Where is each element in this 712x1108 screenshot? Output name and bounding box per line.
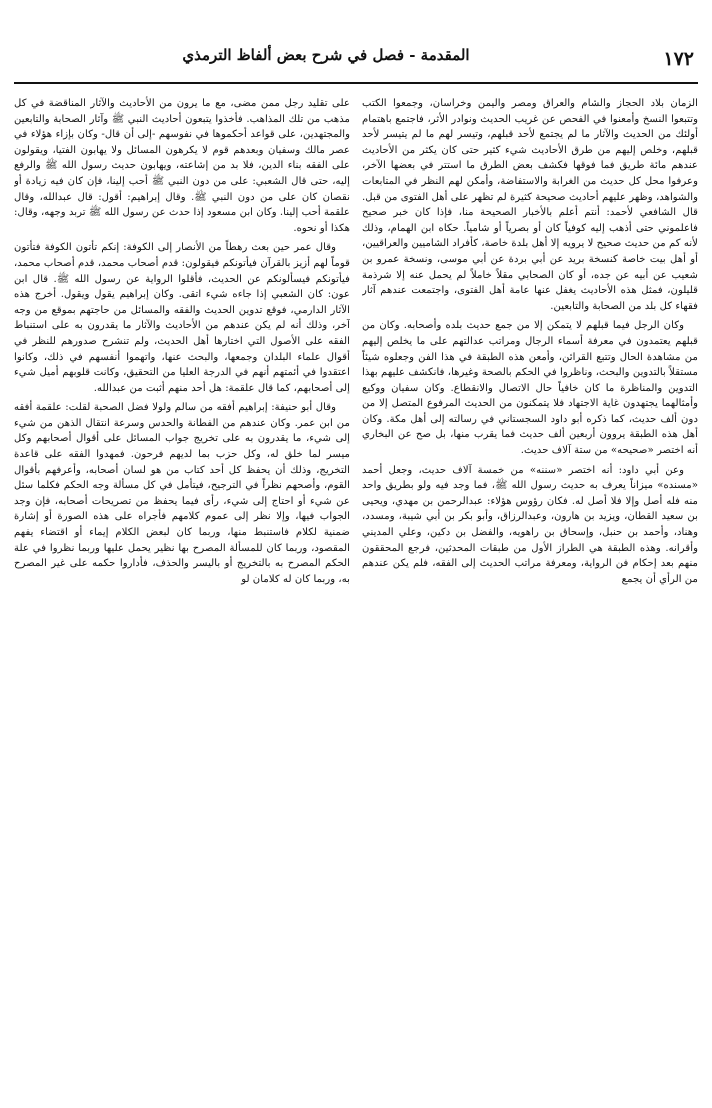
- paragraph: على تقليد رجل ممن مضى، مع ما يرون من الأحاديث والآثار المناقضة في كل مذهب من تلك المذاهب. فأخذوا يتبعون أحاديث النبي ﷺ وآثار الصحابة والتابعين والمجتهدين، على قواعد أحكموها في نفوسهم -إلى أن قال- وكان بإزاء هؤلاء في عصر مالك وسفيان وبعدهم قوم لا يكرهون المسائل ولا يهابون الفتيا، ويقولون على الفقه بناء الدين، فلا بد من إشاعته، ويهابون حديث رسول الله ﷺ والرفع إليه، حتى قال الشعبي: على من دون النبي ﷺ أحب إلينا، فإن كان فيه زيادة أو نقصان كان على من دون النبي ﷺ. وقال إبراهيم: أقول: قال عبدالله، وقال علقمة أحب إلينا. وكان ابن مسعود إذا حدث عن رسول الله ﷺ تربد وجهه، وقال: هكذا أو نحوه.: [14, 98, 350, 234]
- page-number: ١٧٢: [663, 48, 694, 70]
- paragraph: الزمان بلاد الحجاز والشام والعراق ومصر واليمن وخراسان، وجمعوا الكتب وتتبعوا النسخ وأمعنوا في الفحص عن غريب الحديث ونوادر الأثر، فاجتمع باهتمام أولئك من الحديث والآثار ما لم يجتمع لأحد قبلهم، وتيسر لهم ما لم يتيسر لأحد قبلهم، وخلص إليهم من طرق الأحاديث شيء كثير حتى كان يكثر من الأحاديث عندهم مائة طريق فما فوقها فكشف بعض الطرق ما استتر في بعضها الآخر، وعرفوا محل كل حديث من الغرابة والاستفاضة، وأمكن لهم النظر في المتابعات والشواهد، وظهر عليهم أحاديث صحيحة كثيرة لم تظهر على أهل الفتوى من قبل. قال الشافعي لأحمد: أنتم أعلم بالأخبار الصحيحة منا، فإذا كان خبر صحيح فاعلموني حتى أذهب إليه كوفياً كان أو بصرياً أو شامياً. حكاه ابن الهمام، وذلك لأنه كم من حديث صحيح لا يرويه إلا أهل بلدة خاصة، كأفراد الشاميين والعراقيين، أو أهل بيت خاصة كنسخة بريد عن أبي بردة عن أبي موسى، ونسخة عمرو بن شعيب عن أبيه عن جده، أو كان الصحابي مقلاً خاملاً لم يحمل عنه إلا شرذمة قليلون، فمثل هذه الأحاديث يغفل عنها عامة أهل الفتوى، واجتمعت عندهم آثار فقهاء كل بلد من الصحابة والتابعين.: [362, 98, 698, 312]
- paragraph: وقال أبو حنيفة: إبراهيم أفقه من سالم ولولا فضل الصحبة لقلت: علقمة أفقه من ابن عمر. وكان عندهم من الفطانة والحدس وسرعة انتقال الذهن من شيء إلى شيء، ما يقدرون به على تخريج جواب المسائل على أقوال أصحابهم وكل ميسر لما خلق له، وكل حزب بما لديهم فرحون. فمهدوا الفقه على قاعدة التخريج، وذلك أن يحفظ كل أحد كتاب من هو لسان أصحابه، وأعرفهم بأقوال القوم، وأصحهم نظراً في الترجيح، فيتأمل في كل مسألة وجه الحكم فكلما سئل عن شيء أو احتاج إلى شيء، رأى فيما يحفظ من تصريحات أصحابه، فإن وجد الجواب فيها، وإلا نظر إلى عموم كلامهم فأجراه على هذه الصورة أو إشارة ضمنية لكلام فاستنبط منها، وربما كان لبعض الكلام إيماء أو اقتضاء يفهم المقصود، وربما كان للمسألة المصرح بها نظير يحمل عليها وربما نظروا في علة الحكم المصرح به بالتخريج أو باليسر والحذف، فأداروا حكمه على غير المصرح به، وربما كان له كلامان لو: [14, 402, 350, 585]
- paragraph: وعن أبي داود: أنه اختصر «سننه» من خمسة آلاف حديث، وجعل أحمد «مسنده» ميزاناً يعرف به حديث رسول الله ﷺ، فما وجد فيه ولو بطريق واحد منه فله أصل وإلا فلا أصل له. فكان رؤوس هؤلاء: عبدالرحمن بن مهدي، ويحيى بن سعيد القطان، ويزيد بن هارون، وعبدالرزاق، وأبو بكر بن أبي شيبة، ومسدد، وهناد، وأحمد بن حنبل، وإسحاق بن راهويه، والفضل بن دكين، وعلي المديني وأقرانه. وهذه الطبقة هي الطراز الأول من طبقات المحدثين، فرجع المحققون منهم بعد إحكام فن الرواية، ومعرفة مراتب الحديث إلى الفقه، فلم يكن عندهم من الرأي أن يجمع: [362, 464, 698, 585]
- page-header: [18, 42, 694, 76]
- right-column: [362, 96, 698, 1102]
- left-column: [14, 96, 350, 1102]
- running-title: المقدمة - فصل في شرح بعض ألفاظ الترمذي: [182, 46, 470, 64]
- header-divider: [14, 82, 698, 84]
- paragraph: وكان الرجل فيما قبلهم لا يتمكن إلا من جمع حديث بلده وأصحابه. وكان من قبلهم يعتمدون في معرفة أسماء الرجال ومراتب عدالتهم على ما يخلص إليهم من مشاهدة الحال وتتبع القرائن، وأمعن هذه الطبقة في هذا الفن وجعلوه شيئاً مستقلاً بالتدوين والبحث، وناظروا في الحكم بالصحة وغيرها، فانكشف عليهم بهذا التدوين والمناظرة ما كان خافياً حال الاتصال والانقطاع. وكان سفيان ووكيع وأمثالهما يجتهدون غاية الاجتهاد فلا يتمكنون من الحديث المرفوع المتصل إلا من دون ألف حديث، كما ذكره أبو داود السجستاني في رسالته إلى أهل مكة. وكان أهل هذه الطبقة يروون أربعين ألف حديث فما يقرب منها، بل صح عن البخاري أنه اختصر «صحيحه» من ستة آلاف حديث.: [362, 320, 698, 457]
- paragraph: وقال عمر حين بعث رهطاً من الأنصار إلى الكوفة: إنكم تأتون الكوفة فتأتون قوماً لهم أزيز بالقرآن فيأتونكم فيقولون: قدم أصحاب محمد، قدم أصحاب محمد، فيأتونكم فيسألونكم عن الحديث، فأقلوا الرواية عن رسول الله ﷺ. قال ابن عون: كان الشعبي إذا جاءه شيء اتقى. وكان إبراهيم يقول ويقول. أخرج هذه الآثار الدارمي، فوقع تدوين الحديث والفقه والمسائل من حاجتهم بموقع من وجه آخر، وذلك أنه لم يكن عندهم من الأحاديث والآثار ما يقدرون به على استنباط الفقه على الأصول التي اختارها أهل الحديث، ولم تنشرح صدورهم للنظر في أقوال علماء البلدان وجمعها، والبحث عنها، واتهموا أنفسهم في ذلك، وكانوا اعتقدوا في أئمتهم أنهم في الدرجة العليا من التحقيق، وكانت قلوبهم أميل شيء إلى أصحابهم، كما قال علقمة: هل أحد منهم أثبت من عبدالله.: [14, 242, 350, 394]
